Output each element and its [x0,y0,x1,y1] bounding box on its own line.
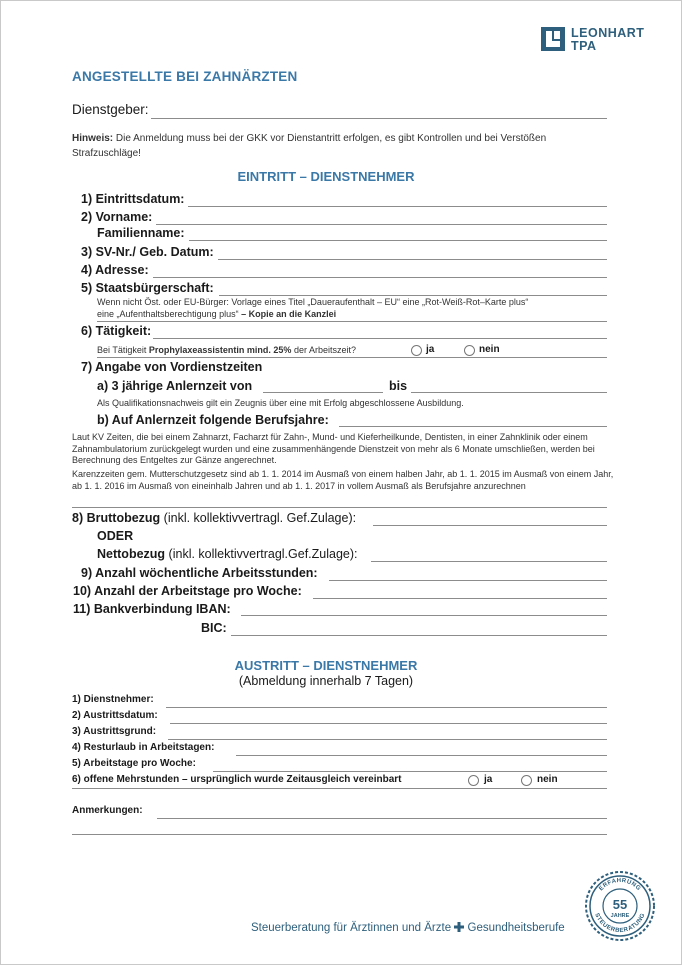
footer-tagline-left: Steuerberatung für Ärztinnen und Ärzte [251,922,452,934]
training-to-label: bis [389,379,408,393]
professional-years-label: b) Auf Anlernzeit folgende Berufsjahre: [97,413,329,427]
training-from-field[interactable] [263,392,383,393]
work-days-label: 10) Anzahl der Arbeitstage pro Woche: [73,584,302,598]
weekly-hours-field[interactable] [329,580,607,581]
activity-field[interactable] [153,338,607,339]
overtime-no-radio[interactable] [521,775,532,786]
seal-word: JAHRE [610,913,630,919]
exit-employee-label: 1) Dienstnehmer: [72,694,154,705]
overtime-separator [72,788,607,789]
exit-workdays-field[interactable] [213,771,607,772]
training-to-field[interactable] [411,392,607,393]
citizenship-note-2-text: eine „Aufenthaltsberechtigung plus“ [97,309,239,319]
training-period-label: a) 3 jährige Anlernzeit von [97,379,253,393]
citizenship-note-1: Wenn nicht Öst. oder EU-Bürger: Vorlage eines Titel „Daueraufenthalt – EU“ eine „Rot-Weiß-Rot–Karte plus“ [97,297,529,307]
iban-label: 11) Bankverbindung IBAN: [73,602,231,616]
prophylaxis-question-pre: Bei Tätigkeit [97,345,147,355]
or-label: ODER [97,529,134,543]
gross-salary-label [72,511,356,525]
citizenship-note-2-bold: – Kopie an die Kanzlei [241,309,337,319]
entry-date-field[interactable] [188,206,607,207]
overtime-label: 6) offene Mehrstunden – ursprünglich wurde Zeitausgleich vereinbart [72,774,402,785]
exit-section-title: AUSTRITT – DIENSTNEHMER [234,658,418,673]
exit-reason-label: 3) Austrittsgrund: [72,726,157,737]
footer-tagline-right: Gesundheitsberufe [467,922,565,934]
remarks-field-2[interactable] [72,834,607,835]
remaining-leave-field[interactable] [236,755,607,756]
seal-ring-bottom: STEUERBERATUNG [593,912,647,935]
weekly-hours-label: 9) Anzahl wöchentliche Arbeitsstunden: [81,566,318,580]
sv-number-field[interactable] [218,259,607,260]
seal-icon [584,870,656,942]
prophylaxis-question-post: der Arbeitszeit? [293,345,356,355]
page-title: ANGESTELLTE BEI ZAHNÄRZTEN [72,69,298,84]
kv-paragraph: Laut KV Zeiten, die bei einem Zahnarzt, Facharzt für Zahn-, Mund- und Kieferheilkunde, Dentisten, in einer Zahnklinik oder einem Zahnambulatorium zurückgelegt wurden und eine zusammenhängende Dienstzeit von mehr als 6 Monate umschließen, werden bei Berechnung des Entgeltes zur Gänze angerechnet. [72,432,595,465]
entry-date-label: 1) Eintrittsdatum: [81,192,185,206]
prophylaxis-question [97,345,356,355]
hint-body-2: Strafzuschläge! [72,148,141,159]
prophylaxis-question-bold: Prophylaxeassistentin mind. 25% [148,345,292,355]
brand-line2: TPA [571,39,597,53]
professional-years-field[interactable] [339,426,607,427]
sv-number-label: 3) SV-Nr./ Geb. Datum: [81,245,214,259]
overtime-yes-radio[interactable] [468,775,479,786]
bic-label: BIC: [201,621,227,635]
bic-field[interactable] [231,635,607,636]
overtime-no-label: nein [537,774,558,785]
first-name-field[interactable] [156,224,607,225]
hint-text [72,131,612,161]
last-name-label: Familienname: [97,226,185,240]
brand-name [571,27,644,53]
gross-salary-label-bold: 8) Bruttobezug [72,511,161,525]
first-name-label: 2) Vorname: [81,210,153,224]
paragraph-separator [72,507,607,508]
gross-salary-label-rest: (inkl. kollektivvertragl. Gef.Zulage): [163,511,357,525]
seal-ring-top: ERFAHRUNG [598,877,642,893]
work-days-field[interactable] [313,598,607,599]
exit-date-label: 2) Austrittsdatum: [72,710,158,721]
employer-field[interactable] [151,118,607,119]
exit-section-subtitle: (Abmeldung innerhalb 7 Tagen) [238,674,414,688]
footer-tagline [251,922,565,934]
exit-employee-field[interactable] [166,707,607,708]
plus-icon [454,922,464,932]
gross-salary-field[interactable] [373,525,607,526]
remarks-field[interactable] [157,818,607,819]
address-label: 4) Adresse: [81,263,149,277]
net-salary-label-rest: (inkl. kollektivvertragl.Gef.Zulage): [168,547,358,561]
entry-section-title: EINTRITT – DIENSTNEHMER [237,169,415,184]
prophylaxis-yes-label: ja [426,344,435,355]
remaining-leave-label: 4) Resturlaub in Arbeitstagen: [72,742,215,753]
prophylaxis-no-label: nein [479,344,500,355]
training-note: Als Qualifikationsnachweis gilt ein Zeugnis über eine mit Erfolg abgeschlossene Ausbildung. [97,398,464,408]
exit-reason-field[interactable] [168,739,607,740]
seal-number: 55 [612,897,628,912]
karenz-paragraph: Karenzzeiten gem. Mutterschutzgesetz sind ab 1. 1. 2014 im Ausmaß von einem halben Jahr, ab 1. 1. 2015 im Ausmaß von einem Jahr, ab 1. 1. 2016 im Ausmaß von eineinhalb Jahren und ab 1. 1. 2017 in vollem Ausmaß als Berufsjahre anzurechnen [72,469,614,491]
activity-separator [97,357,607,358]
anniversary-seal [584,870,656,942]
citizenship-note-2 [97,309,336,319]
net-salary-field[interactable] [371,561,607,562]
iban-field[interactable] [241,615,607,616]
prophylaxis-yes-radio[interactable] [411,345,422,356]
citizenship-field[interactable] [219,295,607,296]
hint-body: Die Anmeldung muss bei der GKK vor Dienstantritt erfolgen, es gibt Kontrollen und bei Verstößen [115,133,547,144]
prior-service-label: 7) Angabe von Vordienstzeiten [81,360,263,374]
remarks-label: Anmerkungen: [72,805,143,816]
citizenship-separator [97,321,607,322]
citizenship-label: 5) Staatsbürgerschaft: [81,281,214,295]
net-salary-label [97,547,358,561]
hint-label: Hinweis: [72,133,114,144]
brand-line1: LEONHART [571,26,645,40]
overtime-yes-label: ja [484,774,493,785]
last-name-field[interactable] [189,240,607,241]
activity-label: 6) Tätigkeit: [81,324,152,338]
exit-workdays-label: 5) Arbeitstage pro Woche: [72,758,196,769]
exit-date-field[interactable] [170,723,607,724]
prophylaxis-no-radio[interactable] [464,345,475,356]
logo-mark-icon [541,27,565,51]
address-field[interactable] [153,277,607,278]
employer-label: Dienstgeber: [72,102,149,117]
net-salary-label-bold: Nettobezug [97,547,166,561]
